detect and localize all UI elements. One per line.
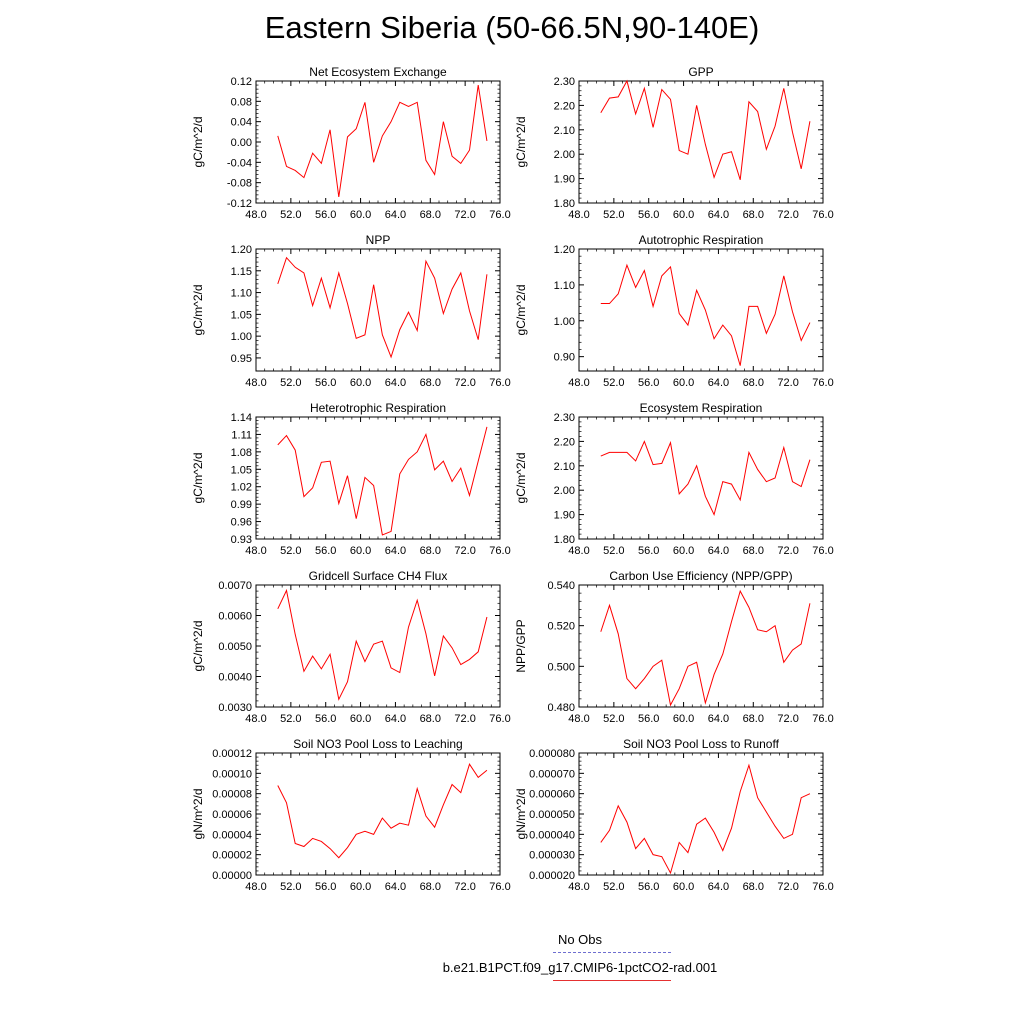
y-axis-label: NPP/GPP	[514, 619, 528, 673]
series-line	[278, 590, 487, 699]
chart-panel-2	[514, 65, 834, 221]
chart-title: Gridcell Surface CH4 Flux	[308, 569, 448, 583]
x-tick-label: 64.0	[707, 881, 730, 893]
y-axis-label: gC/m^2/d	[191, 116, 205, 168]
x-tick-label: 72.0	[777, 209, 799, 221]
x-tick-label: 52.0	[280, 713, 302, 725]
y-tick-label: 0.000050	[529, 809, 575, 821]
plot-frame	[579, 249, 823, 371]
y-axis-label: gN/m^2/d	[514, 788, 528, 840]
x-tick-label: 56.0	[315, 713, 337, 725]
x-tick-label: 48.0	[568, 713, 590, 725]
y-tick-label: 0.0030	[218, 702, 252, 714]
y-tick-label: 0.520	[547, 620, 575, 633]
legend-obs-label: No Obs	[557, 932, 603, 947]
x-tick-label: 56.0	[315, 545, 337, 557]
x-tick-label: 72.0	[454, 545, 476, 557]
y-tick-label: 1.90	[553, 173, 575, 186]
x-tick-label: 76.0	[812, 377, 834, 389]
x-tick-label: 56.0	[638, 377, 660, 389]
y-tick-label: 1.00	[553, 315, 575, 328]
x-tick-label: 68.0	[742, 377, 764, 389]
y-tick-label: 0.0040	[218, 671, 252, 684]
x-tick-label: 64.0	[384, 545, 407, 557]
y-tick-label: 2.00	[553, 149, 575, 162]
y-tick-label: 0.99	[230, 499, 252, 512]
chart-title: Carbon Use Efficiency (NPP/GPP)	[609, 569, 793, 583]
x-tick-label: 52.0	[603, 377, 625, 389]
y-tick-label: 0.00008	[212, 788, 252, 801]
x-tick-label: 76.0	[812, 713, 834, 725]
series-line	[601, 441, 810, 514]
plot-frame	[256, 417, 500, 539]
x-tick-label: 76.0	[489, 713, 511, 725]
x-tick-label: 68.0	[419, 713, 441, 725]
legend-obs-line	[553, 952, 671, 953]
x-tick-label: 56.0	[315, 881, 337, 893]
series-line	[601, 765, 810, 873]
series-line	[278, 85, 487, 197]
x-tick-label: 60.0	[349, 881, 372, 893]
y-tick-label: 0.000080	[529, 748, 575, 760]
series-line	[278, 427, 487, 535]
y-tick-label: 0.000020	[529, 870, 575, 882]
chart-title: Soil NO3 Pool Loss to Runoff	[623, 737, 779, 751]
x-tick-label: 68.0	[742, 881, 764, 893]
y-tick-label: -0.08	[226, 177, 252, 190]
plot-frame	[579, 417, 823, 539]
x-tick-label: 48.0	[245, 713, 267, 725]
y-tick-label: 0.00012	[212, 748, 252, 760]
x-tick-label: 72.0	[777, 881, 799, 893]
chart-title: Net Ecosystem Exchange	[309, 65, 447, 79]
y-tick-label: -0.04	[226, 157, 252, 170]
y-tick-label: 2.00	[553, 485, 575, 498]
y-tick-label: 1.14	[230, 412, 252, 424]
y-axis-label: gC/m^2/d	[514, 116, 528, 168]
x-tick-label: 60.0	[672, 209, 695, 221]
chart-panel-8	[514, 569, 834, 725]
x-tick-label: 60.0	[349, 545, 372, 557]
y-tick-label: 2.30	[553, 412, 575, 424]
y-tick-label: 0.95	[230, 352, 252, 365]
x-tick-label: 72.0	[454, 209, 476, 221]
x-tick-label: 64.0	[707, 545, 730, 557]
y-tick-label: 0.480	[547, 702, 575, 714]
x-tick-label: 76.0	[489, 545, 511, 557]
y-tick-label: 2.10	[553, 124, 575, 137]
x-tick-label: 68.0	[419, 209, 441, 221]
y-tick-label: 0.00004	[212, 829, 252, 842]
x-tick-label: 76.0	[489, 881, 511, 893]
y-tick-label: 1.15	[230, 265, 252, 278]
x-tick-label: 76.0	[489, 377, 511, 389]
y-tick-label: 0.000060	[529, 788, 575, 801]
x-tick-label: 48.0	[568, 377, 590, 389]
y-tick-label: 0.0070	[218, 580, 252, 592]
x-tick-label: 68.0	[742, 713, 764, 725]
x-tick-label: 52.0	[280, 377, 302, 389]
y-tick-label: 0.00000	[212, 870, 252, 882]
x-tick-label: 56.0	[315, 209, 337, 221]
y-tick-label: 1.10	[553, 279, 575, 292]
y-tick-label: 2.20	[553, 436, 575, 449]
page-title: Eastern Siberia (50-66.5N,90-140E)	[264, 10, 760, 45]
y-tick-label: 0.08	[230, 96, 252, 109]
x-tick-label: 48.0	[245, 209, 267, 221]
x-tick-label: 56.0	[638, 209, 660, 221]
y-tick-label: 0.00010	[212, 768, 252, 781]
y-tick-label: 0.90	[553, 351, 575, 364]
x-tick-label: 64.0	[707, 209, 730, 221]
y-axis-label: gC/m^2/d	[191, 284, 205, 336]
x-tick-label: 68.0	[419, 377, 441, 389]
y-tick-label: 2.20	[553, 100, 575, 113]
chart-title: Autotrophic Respiration	[638, 233, 764, 247]
chart-title: NPP	[365, 233, 391, 247]
y-tick-label: 1.10	[230, 287, 252, 300]
x-tick-label: 68.0	[742, 209, 764, 221]
y-tick-label: 0.00002	[212, 849, 252, 862]
x-tick-label: 52.0	[603, 713, 625, 725]
chart-panel-4	[514, 233, 834, 389]
y-tick-label: 0.12	[230, 76, 252, 88]
x-tick-label: 64.0	[384, 881, 407, 893]
series-line	[601, 81, 810, 180]
x-tick-label: 68.0	[419, 545, 441, 557]
series-line	[278, 258, 487, 357]
x-tick-label: 48.0	[568, 881, 590, 893]
chart-panel-6	[514, 401, 834, 557]
y-tick-label: 2.30	[553, 76, 575, 88]
x-tick-label: 60.0	[672, 545, 695, 557]
plot-frame	[579, 585, 823, 707]
x-tick-label: 56.0	[638, 545, 660, 557]
y-tick-label: 2.10	[553, 460, 575, 473]
x-tick-label: 48.0	[568, 545, 590, 557]
chart-panel-10	[514, 737, 834, 893]
series-line	[601, 265, 810, 365]
chart-panel-7	[191, 569, 511, 725]
x-tick-label: 52.0	[280, 545, 302, 557]
y-tick-label: 0.000040	[529, 829, 575, 842]
y-tick-label: 0.93	[230, 534, 252, 546]
x-tick-label: 76.0	[812, 209, 834, 221]
x-tick-label: 60.0	[349, 209, 372, 221]
x-tick-label: 72.0	[454, 377, 476, 389]
y-tick-label: 1.00	[230, 331, 252, 344]
y-axis-label: gC/m^2/d	[514, 284, 528, 336]
x-tick-label: 52.0	[280, 881, 302, 893]
x-tick-label: 48.0	[568, 209, 590, 221]
chart-title: GPP	[688, 65, 714, 79]
legend-model-line	[553, 980, 671, 981]
x-tick-label: 48.0	[245, 377, 267, 389]
x-tick-label: 76.0	[489, 209, 511, 221]
x-tick-label: 52.0	[603, 545, 625, 557]
x-tick-label: 56.0	[638, 881, 660, 893]
x-tick-label: 68.0	[742, 545, 764, 557]
x-tick-label: 48.0	[245, 545, 267, 557]
x-tick-label: 64.0	[384, 713, 407, 725]
y-tick-label: 1.02	[230, 481, 252, 494]
chart-title: Heterotrophic Respiration	[309, 401, 447, 415]
chart-title: Ecosystem Respiration	[639, 401, 763, 415]
x-tick-label: 52.0	[280, 209, 302, 221]
y-tick-label: 0.000030	[529, 849, 575, 862]
y-tick-label: 1.20	[553, 244, 575, 256]
y-tick-label: 0.00006	[212, 809, 252, 821]
x-tick-label: 60.0	[672, 713, 695, 725]
y-axis-label: gC/m^2/d	[514, 452, 528, 504]
y-tick-label: 1.20	[230, 244, 252, 256]
x-tick-label: 72.0	[454, 881, 476, 893]
y-tick-label: -0.12	[226, 198, 252, 210]
y-tick-label: 1.11	[231, 429, 252, 442]
plot-frame	[256, 585, 500, 707]
y-tick-label: 0.0050	[218, 641, 252, 653]
plot-frame	[256, 753, 500, 875]
y-tick-label: 1.90	[553, 509, 575, 522]
x-tick-label: 72.0	[454, 713, 476, 725]
legend-item-model	[440, 958, 720, 1004]
y-tick-label: 1.05	[230, 464, 252, 477]
x-tick-label: 72.0	[777, 377, 799, 389]
x-tick-label: 52.0	[603, 209, 625, 221]
y-tick-label: 1.08	[230, 446, 252, 459]
series-line	[278, 764, 487, 858]
series-line	[601, 591, 810, 705]
x-tick-label: 56.0	[638, 713, 660, 725]
x-tick-label: 76.0	[812, 545, 834, 557]
chart-panel-1	[191, 65, 511, 221]
x-tick-label: 56.0	[315, 377, 337, 389]
x-tick-label: 60.0	[672, 881, 695, 893]
y-tick-label: 0.96	[230, 516, 252, 529]
chart-panel-3	[191, 233, 511, 389]
x-tick-label: 48.0	[245, 881, 267, 893]
chart-title: Soil NO3 Pool Loss to Leaching	[293, 737, 463, 751]
chart-panel-9	[191, 737, 511, 893]
legend	[440, 930, 720, 1004]
x-tick-label: 64.0	[384, 209, 407, 221]
x-tick-label: 68.0	[419, 881, 441, 893]
y-axis-label: gN/m^2/d	[191, 788, 205, 840]
x-tick-label: 60.0	[672, 377, 695, 389]
x-tick-label: 60.0	[349, 713, 372, 725]
y-axis-label: gC/m^2/d	[191, 620, 205, 672]
x-tick-label: 72.0	[777, 545, 799, 557]
x-tick-label: 52.0	[603, 881, 625, 893]
x-tick-label: 72.0	[777, 713, 799, 725]
chart-panel-5	[191, 401, 511, 557]
y-tick-label: 1.05	[230, 309, 252, 322]
x-tick-label: 64.0	[707, 713, 730, 725]
y-tick-label: 0.540	[547, 580, 575, 592]
y-tick-label: 0.00	[230, 137, 252, 149]
y-tick-label: 0.500	[547, 661, 575, 674]
legend-model-label: b.e21.B1PCT.f09_g17.CMIP6-1pctCO2-rad.001	[442, 960, 718, 975]
x-tick-label: 64.0	[707, 377, 730, 389]
x-tick-label: 60.0	[349, 377, 372, 389]
plot-frame	[256, 81, 500, 203]
y-tick-label: 1.80	[553, 198, 575, 210]
y-tick-label: 0.04	[230, 116, 252, 129]
x-tick-label: 76.0	[812, 881, 834, 893]
y-tick-label: 1.80	[553, 534, 575, 546]
y-tick-label: 0.0060	[218, 610, 252, 623]
y-tick-label: 0.000070	[529, 768, 575, 781]
y-axis-label: gC/m^2/d	[191, 452, 205, 504]
x-tick-label: 64.0	[384, 377, 407, 389]
